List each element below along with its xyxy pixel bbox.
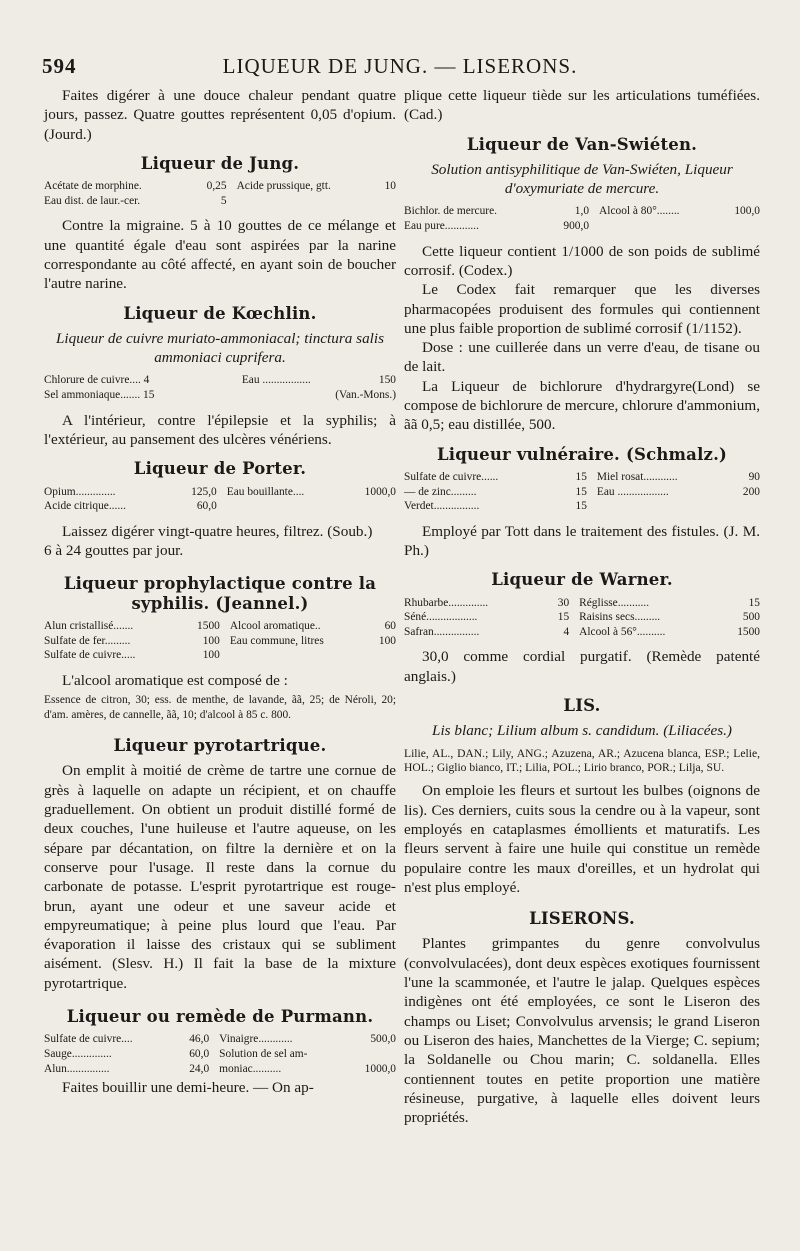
quantity <box>721 219 760 234</box>
quantity: 15 <box>575 485 587 498</box>
page-number: 594 <box>42 54 77 78</box>
section-title-jung: Liqueur de Jung. <box>140 153 300 173</box>
formula-row <box>404 204 760 219</box>
quantity: 0,25 <box>206 180 227 193</box>
formula-row <box>44 485 396 500</box>
quantity: 30 <box>557 596 570 609</box>
formula-row <box>44 499 396 514</box>
formula-row <box>404 499 760 514</box>
section-title-vulneraire: Liqueur vulnéraire. (Schmalz.) <box>436 444 728 464</box>
ingredient: Eau .................. <box>596 485 669 498</box>
lis-subtitle: Lis blanc; Lilium album s. candidum. (Liliacées.) <box>432 722 732 740</box>
quantity: 24,0 <box>189 1062 210 1075</box>
formula-row <box>404 485 760 500</box>
quantity: 100 <box>378 634 396 647</box>
ingredient: Alun............... <box>44 1062 110 1075</box>
quantity: 1000,0 <box>364 1062 396 1075</box>
quantity: 90 <box>748 470 760 483</box>
formula-row <box>44 388 396 403</box>
ingredient: Eau bouillante.... <box>226 485 305 498</box>
formula-vulneraire <box>404 470 760 514</box>
formula-row <box>44 1062 396 1077</box>
quantity: 150 <box>378 374 396 387</box>
ingredient: Vinaigre............ <box>219 1033 293 1046</box>
quantity <box>370 648 396 663</box>
quantity <box>731 499 760 514</box>
quantity: 100 <box>202 649 220 662</box>
section-title-lis: LIS. <box>563 695 601 715</box>
prophylactique-note: Essence de citron, 30; ess. de menthe, de lavande, ãã, 25; de Néroli, 20; d'am. amères, de cannelle, ãã, 10; d'alcool à 85 c. 800. <box>44 693 396 721</box>
section-title-prophylactique: Liqueur prophylactique contre la syphilis. (Jeannel.) <box>63 574 377 613</box>
ingredient: Miel rosat............ <box>596 470 678 483</box>
ingredient: Eau ................. <box>241 374 311 387</box>
formula-row <box>44 619 396 634</box>
quantity <box>379 194 396 209</box>
intro-paragraph: Faites digérer à une douce chaleur pendant quatre jours, passez. Quatre gouttes représentent 0,05 d'opium. (Jourd.) <box>44 87 396 143</box>
ingredient <box>237 194 379 209</box>
quantity: 4 <box>563 625 570 638</box>
section-title-liserons: LISERONS. <box>529 909 635 929</box>
ingredient: Alun cristallisé....... <box>44 619 134 632</box>
formula-purmann <box>44 1032 396 1076</box>
section-title-vanswieten: Liqueur de Van-Swiéten. <box>466 134 698 154</box>
ingredient: Safran................ <box>404 625 480 638</box>
porter-text: Laissez digérer vingt-quatre heures, filtrez. (Soub.) <box>62 522 373 540</box>
formula-koechlin <box>44 373 396 402</box>
section-title-pyrotartrique: Liqueur pyrotartrique. <box>113 736 327 756</box>
formula-row <box>404 596 760 611</box>
quantity: 10 <box>384 180 396 193</box>
prophylactique-text: L'alcool aromatique est composé de : <box>62 671 288 689</box>
ingredient: Chlorure de cuivre.... 4 <box>44 374 150 387</box>
formula-row <box>404 610 760 625</box>
quantity: 1500 <box>737 625 760 638</box>
vanswieten-p2: Le Codex fait remarquer que les diverses pharmacopées produisent des formules qui contiennent une plus faible proportion de sublimé corrosif (1/1152). <box>404 281 760 337</box>
formula-row <box>44 373 396 388</box>
vulneraire-text: Employé par Tott dans le traitement des fistules. (J. M. Ph.) <box>404 522 760 560</box>
ingredient: Sulfate de cuivre...... <box>404 470 499 483</box>
ingredient <box>230 648 371 663</box>
page-header <box>42 52 758 82</box>
ingredient: moniac.......... <box>219 1062 282 1075</box>
ingredient: Alcool à 56°.......... <box>579 625 666 638</box>
ingredient: Eau commune, litres <box>229 634 324 647</box>
formula-jung <box>44 179 396 208</box>
ingredient: Verdet................ <box>404 500 480 513</box>
quantity: 500,0 <box>370 1033 396 1046</box>
ingredient <box>599 219 721 234</box>
ingredient: Opium.............. <box>44 485 116 498</box>
ingredient <box>227 499 347 514</box>
ingredient: Sulfate de cuivre.... <box>44 1033 133 1046</box>
formula-row <box>44 634 396 649</box>
vanswieten-p1: Cette liqueur contient 1/1000 de son poids de sublimé corrosif. (Codex.) <box>404 242 760 279</box>
section-title-purmann: Liqueur ou remède de Purmann. <box>66 1007 374 1027</box>
left-column <box>44 86 396 1097</box>
ingredient: Bichlor. de mercure. <box>404 205 497 218</box>
continued-paragraph: plique cette liqueur tiède sur les articulations tuméfiées. (Cad.) <box>404 87 760 124</box>
quantity: 1000,0 <box>364 485 396 498</box>
formula-row <box>44 194 396 209</box>
pyrotartrique-text: On emplit à moitié de crème de tartre une cornue de grès à laquelle on adapte un récipient, et on chauffe graduellement. On obtient un produit distillé formé de deux couches, l'une huileuse et l'autre aqueuse, on les sépare par décantation, on filtre la dernière et on la conserve pour l'usage. Il reste dans la cornue du carbonate de potasse. L'esprit pyrotartrique est rouge-brun, ayant une odeur et une saveur acide et empyreumatique; à peine plus lourd que l'eau. Par évaporation il laisse des cristaux qui se subliment aisément. (Slesv. H.) Il fait la base de la mixture pyrotartrique. <box>44 762 396 992</box>
jung-text: Contre la migraine. 5 à 10 gouttes de ce mélange et une quantité égale d'eau sont aspirées par la narine correspondante au côté affecté, en ayant soin de boucher l'autre narine. <box>44 217 396 293</box>
liserons-text: Plantes grimpantes du genre convolvulus (convolvulacées), dont deux espèces exotiques fournissent l'une la scammonée, et l'autre le jalap. Quelques espèces indigènes ont été employées, ce sont le Liseron des champs ou Liset; Convolvulus arvensis; le grand Liseron ou Liseron des haies, Manchettes de la Vierge; C. sepium; la Soldanelle ou Chou marin; C. soldanella. Elles contiennent toutes en petite proportion une matière résineuse, purgative, à laquelle elles doivent leurs propriétés. <box>404 935 760 1127</box>
ingredient: Sel ammoniaque....... 15 <box>44 389 155 402</box>
formula-prophylactique <box>44 619 396 663</box>
quantity: 5 <box>220 194 227 207</box>
formula-row <box>44 1032 396 1047</box>
ingredient: Alcool aromatique.. <box>229 619 321 632</box>
formula-row <box>44 648 396 663</box>
quantity: 1500 <box>197 619 220 632</box>
section-title-warner: Liqueur de Warner. <box>491 570 673 590</box>
formula-row <box>44 179 396 194</box>
ingredient: Sulfate de cuivre..... <box>44 649 136 662</box>
ingredient: Eau pure............ <box>404 220 479 233</box>
koechlin-text: A l'intérieur, contre l'épilepsie et la syphilis; à l'extérieur, au pansement des ulcères vénériens. <box>44 411 396 448</box>
ingredient: Rhubarbe.............. <box>404 596 489 609</box>
section-title-koechlin: Liqueur de Kœchlin. <box>123 303 317 323</box>
vanswieten-p3: Dose : une cuillerée dans un verre d'eau, de tisane ou de lait. <box>404 339 760 376</box>
formula-row <box>404 219 760 234</box>
koechlin-subtitle: Liqueur de cuivre muriato-ammoniacal; tinctura salis ammoniaci cuprifera. <box>55 329 385 367</box>
ingredient: Acide citrique...... <box>44 500 126 513</box>
ingredient: Sauge.............. <box>44 1047 112 1060</box>
quantity <box>347 499 396 514</box>
formula-porter <box>44 485 396 514</box>
quantity: 60,0 <box>189 1047 210 1060</box>
quantity: 100,0 <box>734 205 760 218</box>
quantity: 1,0 <box>574 205 590 218</box>
quantity: 15 <box>557 611 570 624</box>
ingredient: Sulfate de fer......... <box>44 634 131 647</box>
vanswieten-p4: La Liqueur de bichlorure d'hydrargyre(Lond) se compose de bichlorure de mercure, chlorure d'ammonium, ãã 0,5; eau distillée, 500. <box>404 377 760 434</box>
quantity: 500 <box>742 611 760 624</box>
ingredient: Raisins secs......... <box>579 611 661 624</box>
quantity: 200 <box>742 485 760 498</box>
formula-warner <box>404 596 760 640</box>
right-column <box>404 86 760 1127</box>
ingredient: Réglisse........... <box>579 596 650 609</box>
quantity: 15 <box>748 596 760 609</box>
quantity: 60,0 <box>196 500 217 513</box>
formula-vanswieten <box>404 204 760 233</box>
running-title: LIQUEUR DE JUNG. — LISERONS. <box>222 54 578 78</box>
ingredient: Séné.................. <box>404 611 478 624</box>
quantity: 100 <box>202 634 220 647</box>
quantity <box>350 1047 396 1062</box>
ingredient: Solution de sel am- <box>219 1047 308 1060</box>
formula-row <box>404 625 760 640</box>
lis-synonyms: Lilie, AL., DAN.; Lily, ANG.; Azuzena, AR.; Azucena blanca, ESP.; Lelie, HOL.; Giglio bianco, IT.; Lilia, POL.; Lirio branco, POR.; Lilja, SU. <box>404 746 760 774</box>
vanswieten-subtitle: Solution antisyphilitique de Van-Swiéten, Liqueur d'oxymuriate de mercure. <box>431 160 733 198</box>
ingredient: Alcool à 80°........ <box>599 205 680 218</box>
porter-dose: 6 à 24 gouttes par jour. <box>44 542 184 560</box>
lis-text: On emploie les fleurs et surtout les bulbes (oignons de lis). Ces derniers, cuits sous la cendre ou à la vapeur, sont employés en cataplasmes émollients et maturatifs. Les fleurs servent à faire une huile qui constitue un remède populaire contre les maux d'oreilles, et un hydrolat qui n'est plus employé. <box>404 782 760 896</box>
quantity: 15 <box>575 500 587 513</box>
quantity: 125,0 <box>191 485 217 498</box>
quantity: 46,0 <box>189 1033 210 1046</box>
ingredient: Eau dist. de laur.-cer. <box>44 194 141 207</box>
quantity: 15 <box>575 470 587 483</box>
purmann-text: Faites bouillir une demi-heure. — On ap- <box>62 1079 314 1097</box>
ingredient <box>597 499 732 514</box>
ingredient: — de zinc......... <box>404 485 477 498</box>
ingredient: Acide prussique, gtt. <box>236 180 331 193</box>
quantity: 60 <box>384 619 396 632</box>
warner-text: 30,0 comme cordial purgatif. (Remède patenté anglais.) <box>404 648 760 685</box>
section-title-porter: Liqueur de Porter. <box>133 459 307 479</box>
quantity: 900,0 <box>563 220 590 233</box>
formula-row <box>44 1047 396 1062</box>
source-citation: (Van.-Mons.) <box>335 389 396 402</box>
formula-row <box>404 470 760 485</box>
ingredient: Acétate de morphine. <box>44 180 142 193</box>
